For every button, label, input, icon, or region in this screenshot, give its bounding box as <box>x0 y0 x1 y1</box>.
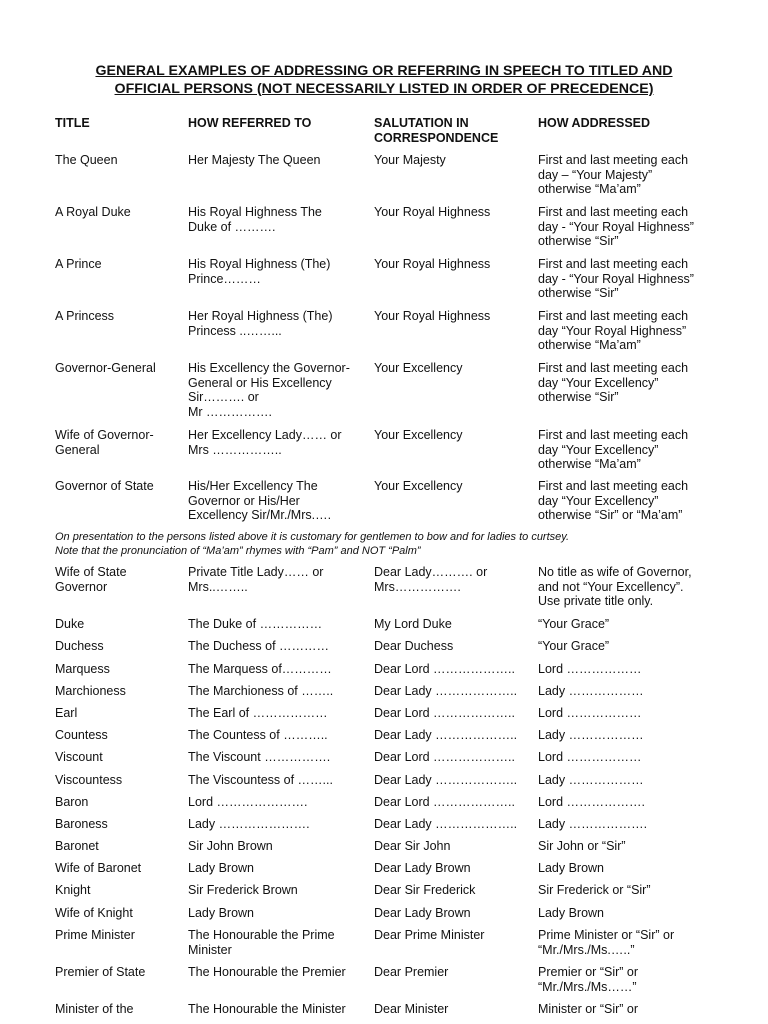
row-salutation: Dear Lord ……………….. <box>374 662 516 676</box>
row-how-addressed: Lord ……………… <box>538 706 642 720</box>
row-how-addressed: No title as wife of Governor, and not “Your Excellency”. Use private title only. <box>538 565 692 609</box>
row-salutation: Your Royal Highness <box>374 257 491 271</box>
row-how-addressed: First and last meeting each day “Your Royal Highness” otherwise “Ma’am” <box>538 309 689 353</box>
row-salutation: Dear Premier <box>374 965 449 979</box>
row-how-referred: Lady …………………. <box>188 817 310 831</box>
row-how-referred: Sir Frederick Brown <box>188 883 298 897</box>
row-salutation: Dear Lady Brown <box>374 906 471 920</box>
row-salutation: Your Royal Highness <box>374 309 491 323</box>
header-how-referred: HOW REFERRED TO <box>188 116 312 130</box>
row-how-addressed: Sir Frederick or “Sir” <box>538 883 651 897</box>
row-title: Baron <box>55 795 89 809</box>
row-salutation: Dear Sir John <box>374 839 451 853</box>
row-title: Premier of State <box>55 965 146 979</box>
row-title: Prime Minister <box>55 928 135 942</box>
row-title: Knight <box>55 883 91 897</box>
row-salutation: Dear Lady ……………….. <box>374 773 518 787</box>
row-salutation: Dear Lady ……………….. <box>374 684 518 698</box>
header-title: TITLE <box>55 116 90 130</box>
row-salutation: Dear Minister <box>374 1002 449 1016</box>
row-how-referred: The Honourable the Minister <box>188 1002 346 1016</box>
row-how-referred: The Earl of ……………… <box>188 706 328 720</box>
row-how-addressed: First and last meeting each day - “Your Royal Highness” otherwise “Sir” <box>538 205 694 249</box>
row-how-addressed: First and last meeting each day - “Your Royal Highness” otherwise “Sir” <box>538 257 694 301</box>
row-how-referred: Her Royal Highness (The) Princess ..……... <box>188 309 333 338</box>
row-title: Wife of Governor- General <box>55 428 154 457</box>
row-salutation: Dear Prime Minister <box>374 928 485 942</box>
row-salutation: Your Royal Highness <box>374 205 491 219</box>
row-salutation: Your Majesty <box>374 153 446 167</box>
header-how-addressed: HOW ADDRESSED <box>538 116 651 130</box>
row-title: A Royal Duke <box>55 205 131 219</box>
row-salutation: Dear Sir Frederick <box>374 883 476 897</box>
row-how-referred: His Royal Highness (The) Prince……… <box>188 257 331 286</box>
row-title: Wife of Knight <box>55 906 133 920</box>
row-how-addressed: Lady ……………… <box>538 773 644 787</box>
row-how-addressed: “Your Grace” <box>538 617 610 631</box>
row-how-referred: His Royal Highness The Duke of ………. <box>188 205 322 234</box>
row-how-referred: The Marquess of………… <box>188 662 332 676</box>
row-title: Duke <box>55 617 85 631</box>
row-title: Marchioness <box>55 684 126 698</box>
row-how-referred: The Viscount ……………. <box>188 750 331 764</box>
row-title: Countess <box>55 728 108 742</box>
row-how-addressed: Lord ……………… <box>538 662 642 676</box>
row-title: Wife of Baronet <box>55 861 142 875</box>
row-salutation: Dear Lord ……………….. <box>374 706 516 720</box>
row-salutation: Your Excellency <box>374 479 463 493</box>
row-how-referred: The Duke of …………… <box>188 617 323 631</box>
row-salutation: Dear Lady………. or Mrs……………. <box>374 565 488 594</box>
row-how-referred: The Honourable the Prime Minister <box>188 928 335 957</box>
row-how-referred: Her Excellency Lady…… or Mrs …………….. <box>188 428 342 457</box>
row-how-addressed: Lady Brown <box>538 906 605 920</box>
row-how-addressed: “Your Grace” <box>538 639 610 653</box>
row-how-addressed: First and last meeting each day “Your Excellency” otherwise “Sir” <box>538 361 689 405</box>
row-how-addressed: Lord ……………… <box>538 750 642 764</box>
row-title: Earl <box>55 706 78 720</box>
note-line-1: On presentation to the persons listed above it is customary for gentlemen to bow and for ladies to curtsey. <box>55 531 570 543</box>
row-title: Governor of State <box>55 479 154 493</box>
row-how-referred: Lord …………………. <box>188 795 308 809</box>
row-salutation: Dear Lady Brown <box>374 861 471 875</box>
row-how-referred: The Honourable the Premier <box>188 965 346 979</box>
presentation-note <box>55 530 745 558</box>
row-how-addressed: Minister or “Sir” or <box>538 1002 639 1016</box>
row-title: A Princess <box>55 309 115 323</box>
row-title: Duchess <box>55 639 104 653</box>
row-how-addressed: First and last meeting each day “Your Excellency” otherwise “Ma’am” <box>538 428 689 472</box>
row-title: Governor-General <box>55 361 156 375</box>
row-how-addressed: Prime Minister or “Sir” or “Mr./Mrs./Ms.…..” <box>538 928 675 957</box>
row-title: A Prince <box>55 257 102 271</box>
row-how-addressed: First and last meeting each day “Your Excellency” otherwise “Sir” or “Ma’am” <box>538 479 689 523</box>
document-title-line-1: GENERAL EXAMPLES OF ADDRESSING OR REFERRING IN SPEECH TO TITLED AND <box>95 63 673 79</box>
row-how-referred: The Duchess of ………… <box>188 639 330 653</box>
row-how-referred: Lady Brown <box>188 906 255 920</box>
row-salutation: Dear Lady ……………….. <box>374 817 518 831</box>
row-how-referred: The Countess of ……….. <box>188 728 328 742</box>
row-how-addressed: Lady ……………… <box>538 684 644 698</box>
row-salutation: Dear Lord ……………….. <box>374 750 516 764</box>
document-title-line-2: OFFICIAL PERSONS (NOT NECESSARILY LISTED IN ORDER OF PRECEDENCE) <box>114 80 654 97</box>
row-how-referred: The Viscountess of ……... <box>188 773 333 787</box>
row-how-addressed: Sir John or “Sir” <box>538 839 626 853</box>
row-title: Minister of the <box>55 1002 134 1016</box>
row-salutation: Dear Duchess <box>374 639 454 653</box>
document-title <box>40 63 728 98</box>
row-how-referred: Her Majesty The Queen <box>188 153 321 167</box>
row-title: Wife of State Governor <box>55 565 127 594</box>
row-how-addressed: Lord ………………. <box>538 795 645 809</box>
row-title: Viscountess <box>55 773 123 787</box>
row-salutation: Dear Lord ……………….. <box>374 795 516 809</box>
row-how-addressed: Lady ……………… <box>538 728 644 742</box>
row-title: The Queen <box>55 153 118 167</box>
row-title: Baroness <box>55 817 108 831</box>
row-how-addressed: Premier or “Sir” or “Mr./Mrs./Ms……” <box>538 965 639 994</box>
note-line-2: Note that the pronunciation of “Ma’am” rhymes with “Pam” and NOT “Palm” <box>55 545 421 557</box>
row-how-referred: Private Title Lady…… or Mrs..…….. <box>188 565 324 594</box>
row-salutation: Your Excellency <box>374 428 463 442</box>
row-title: Baronet <box>55 839 99 853</box>
row-how-referred: Sir John Brown <box>188 839 273 853</box>
header-salutation: SALUTATION IN CORRESPONDENCE <box>374 116 499 145</box>
row-salutation: Your Excellency <box>374 361 463 375</box>
row-how-addressed: First and last meeting each day – “Your Majesty” otherwise “Ma’am” <box>538 153 689 197</box>
row-how-referred: The Marchioness of …….. <box>188 684 334 698</box>
row-how-referred: His/Her Excellency The Governor or His/Her Excellency Sir/Mr./Mrs.…. <box>188 479 332 523</box>
row-how-referred: Lady Brown <box>188 861 255 875</box>
row-how-referred: His Excellency the Governor- General or His Excellency Sir………. or Mr ……………. <box>188 361 350 419</box>
row-salutation: My Lord Duke <box>374 617 452 631</box>
row-how-addressed: Lady Brown <box>538 861 605 875</box>
row-salutation: Dear Lady ……………….. <box>374 728 518 742</box>
row-title: Marquess <box>55 662 110 676</box>
row-how-addressed: Lady ………………. <box>538 817 648 831</box>
row-title: Viscount <box>55 750 103 764</box>
